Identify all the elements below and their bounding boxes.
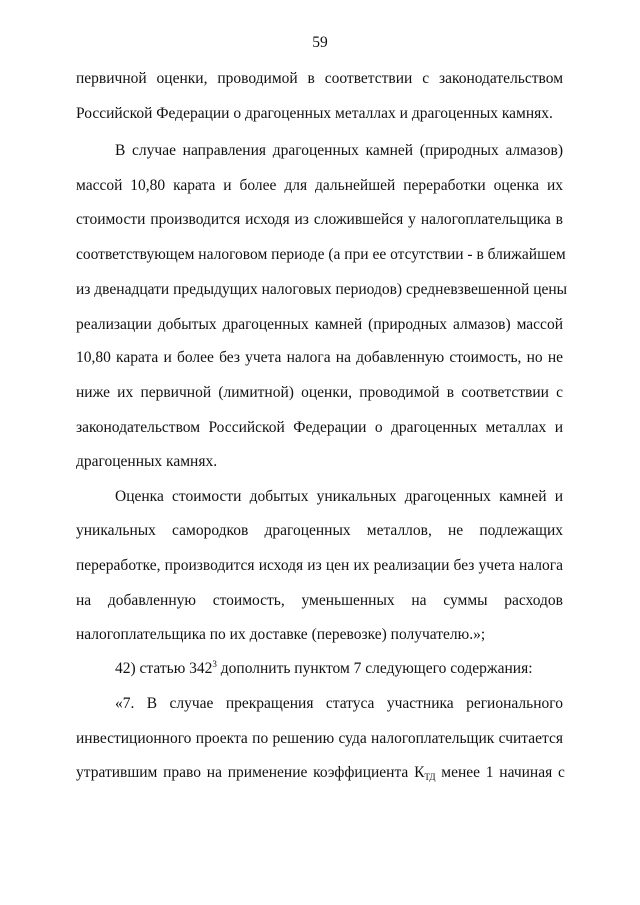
text-line: из двенадцати предыдущих налоговых периодов) средневзвешенной цены — [76, 281, 568, 298]
text-line: соответствующем налоговом периоде (а при ее отсутствии - в ближайшем — [76, 246, 566, 263]
item-42-line — [115, 659, 563, 679]
text-line: Оценка стоимости добытых уникальных драгоценных камней и — [115, 488, 563, 505]
item-42-text-end: дополнить пунктом 7 следующего содержания: — [216, 660, 533, 677]
text-line: стоимости производится исходя из сложившейся у налогоплательщика в — [76, 211, 563, 228]
text-line: переработке, производится исходя из цен их реализации без учета налога — [76, 557, 563, 574]
text-line: первичной оценки, проводимой в соответствии с законодательством — [76, 70, 563, 87]
quote-line: инвестиционного проекта по решению суда налогоплательщик считается — [76, 730, 563, 747]
text-line: уникальных самородков драгоценных металлов, не подлежащих — [76, 522, 563, 539]
item-42-text: 42) статью 342 — [115, 660, 213, 677]
text-line: Российской Федерации о драгоценных металлах и драгоценных камнях. — [76, 105, 553, 122]
coefficient-subscript: ТД — [424, 772, 436, 782]
text-line: В случае направления драгоценных камней (природных алмазов) — [115, 142, 563, 159]
text-line: массой 10,80 карата и более для дальнейшей переработки оценка их — [76, 177, 563, 194]
last-line — [76, 763, 563, 783]
text-line: налогоплательщика по их доставке (перевозке) получателю.»; — [76, 626, 486, 643]
text-line: драгоценных камнях. — [76, 453, 218, 470]
quote-line: «7. В случае прекращения статуса участника регионального — [115, 695, 563, 712]
last-line-text-end: менее 1 начиная с — [435, 764, 565, 781]
text-line: ниже их первичной (лимитной) оценки, проводимой в соответствии с — [76, 384, 563, 401]
last-line-text: утратившим право на применение коэффициента К — [76, 764, 425, 781]
text-line: реализации добытых драгоценных камней (природных алмазов) массой — [76, 316, 563, 333]
text-line: 10,80 карата и более без учета налога на добавленную стоимость, но не — [76, 349, 563, 366]
text-line: законодательством Российской Федерации о драгоценных металлах и — [76, 419, 563, 436]
article-superscript: 3 — [212, 659, 217, 669]
text-line: на добавленную стоимость, уменьшенных на суммы расходов — [76, 592, 563, 609]
page-number: 59 — [312, 34, 328, 51]
